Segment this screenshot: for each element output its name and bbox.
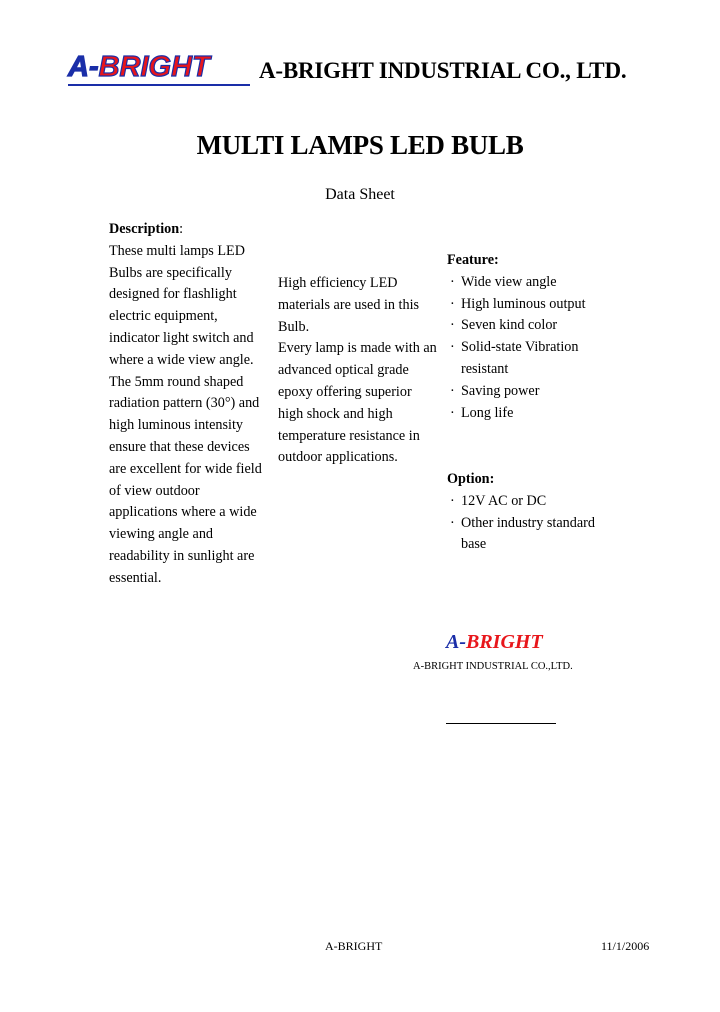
- materials-section: [278, 273, 448, 469]
- bullet-icon: ·: [450, 295, 455, 312]
- description-line: readability in sunlight are: [109, 547, 255, 564]
- bullet-icon: ·: [450, 514, 455, 531]
- option-item: · 12V AC or DC: [447, 491, 647, 513]
- feature-item: · Seven kind color: [447, 315, 647, 337]
- feature-section: [447, 250, 647, 424]
- description-section: [109, 219, 274, 590]
- option-heading: Option:: [447, 471, 495, 487]
- brand-logo: A-BRIGHT: [68, 51, 210, 83]
- feature-item: · Saving power: [447, 381, 647, 403]
- description-line: viewing angle and: [109, 526, 214, 543]
- bullet-icon: ·: [450, 339, 455, 356]
- bullet-icon: ·: [450, 273, 455, 290]
- materials-line: outdoor applications.: [278, 449, 398, 466]
- materials-line: Bulb.: [278, 318, 310, 335]
- description-line: indicator light switch and: [109, 329, 254, 346]
- materials-line: advanced optical grade: [278, 362, 409, 379]
- option-item: · Other industry standard: [447, 513, 647, 535]
- description-heading: Description:: [109, 221, 184, 237]
- description-line: where a wide view angle.: [109, 351, 254, 368]
- page-footer-brand: A-BRIGHT: [325, 939, 383, 953]
- description-line: ensure that these devices: [109, 438, 250, 455]
- materials-line: High efficiency LED: [278, 275, 398, 291]
- materials-line: Every lamp is made with an: [278, 340, 437, 357]
- feature-item: · High luminous output: [447, 294, 647, 316]
- description-line: electric equipment,: [109, 308, 218, 325]
- document-title: MULTI LAMPS LED BULB: [196, 130, 524, 160]
- option-item-continuation: base: [461, 536, 487, 553]
- company-name: A-BRIGHT INDUSTRIAL CO., LTD.: [259, 58, 627, 83]
- bullet-icon: ·: [450, 382, 455, 399]
- description-line: radiation pattern (30°) and: [109, 395, 260, 412]
- description-line: Bulbs are specifically: [109, 264, 232, 281]
- materials-line: epoxy offering superior: [278, 383, 412, 400]
- feature-item: · Solid-state Vibration: [447, 337, 647, 359]
- page-footer-date: 11/1/2006: [601, 939, 650, 953]
- materials-line: high shock and high: [278, 405, 393, 422]
- description-line: applications where a wide: [109, 504, 257, 521]
- bullet-icon: ·: [450, 492, 455, 509]
- footer-company-name: A-BRIGHT INDUSTRIAL CO.,LTD.: [413, 661, 573, 672]
- materials-line: materials are used in this: [278, 296, 420, 313]
- feature-item: · Long life: [447, 403, 647, 425]
- feature-heading: Feature:: [447, 252, 499, 268]
- description-line: essential.: [109, 569, 162, 586]
- materials-line: temperature resistance in: [278, 427, 420, 444]
- feature-item-continuation: resistant: [461, 360, 509, 377]
- description-line: The 5mm round shaped: [109, 373, 244, 390]
- description-line: are excellent for wide field: [109, 460, 262, 477]
- description-line: These multi lamps LED: [109, 242, 245, 259]
- bullet-icon: ·: [450, 404, 455, 421]
- option-section: [447, 469, 647, 556]
- description-line: high luminous intensity: [109, 417, 243, 434]
- feature-item: · Wide view angle: [447, 272, 647, 294]
- description-line: designed for flashlight: [109, 286, 237, 303]
- logo-underline: [68, 84, 250, 86]
- document-subtitle: Data Sheet: [325, 186, 395, 203]
- signature-line: [446, 723, 556, 724]
- bullet-icon: ·: [450, 317, 455, 334]
- footer-brand-logo: A-BRIGHT: [446, 631, 543, 653]
- description-line: of view outdoor: [109, 482, 200, 499]
